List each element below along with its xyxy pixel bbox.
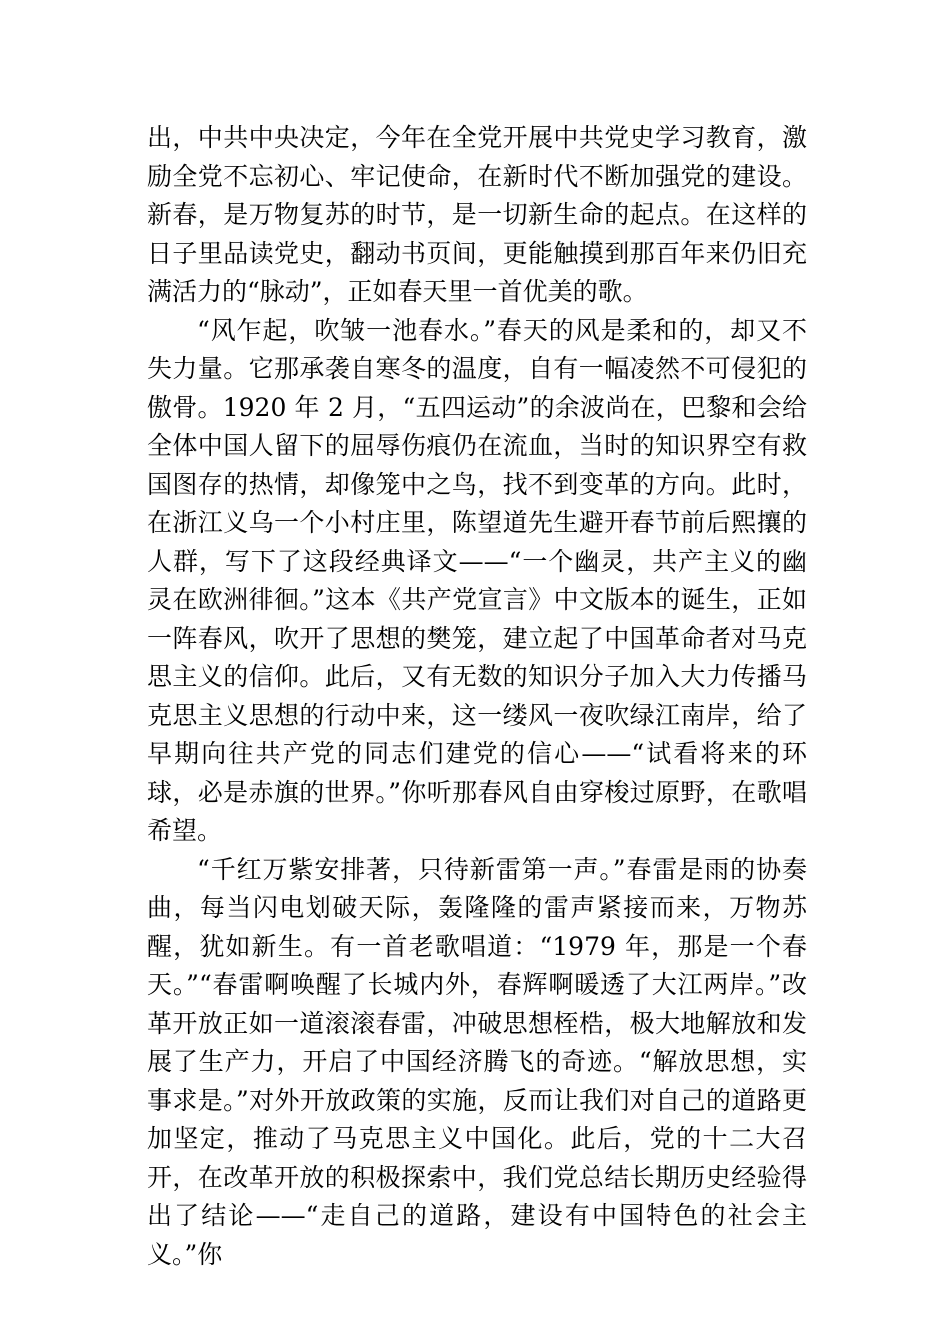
paragraph-1: 出，中共中央决定，今年在全党开展中共党史学习教育，激励全党不忘初心、牢记使命，在新时代不断加强党的建设。新春，是万物复苏的时节，是一切新生命的起点。在这样的日子里品读党史，翻动书页间，更能触摸到那百年来仍旧充满活力的“脉动”，正如春天里一首优美的歌。 xyxy=(147,123,807,306)
document-body xyxy=(147,119,807,1274)
paragraph-3: “千红万紫安排著，只待新雷第一声。”春雷是雨的协奏曲，每当闪电划破天际，轰隆隆的雷声紧接而来，万物苏醒，犹如新生。有一首老歌唱道：“1979 年，那是一个春天。”“春雷啊唤醒了长城内外，春辉啊暖透了大江两岸。”改革开放正如一道滚滚春雷，冲破思想桎梏，极大地解放和发展了生产力，开启了中国经济腾飞的奇迹。“解放思想，实事求是。”对外开放政策的实施，反而让我们对自己的道路更加坚定，推动了马克思主义中国化。此后，党的十二大召开，在改革开放的积极探索中，我们党总结长期历史经验得出了结论——“走自己的道路，建设有中国特色的社会主义。”你 xyxy=(147,854,807,1269)
paragraph-2: “风乍起，吹皱一池春水。”春天的风是柔和的，却又不失力量。它那承袭自寒冬的温度，自有一幅凌然不可侵犯的傲骨。1920 年 2 月，“五四运动”的余波尚在，巴黎和会给全体中国人留下的屈辱伤痕仍在流血，当时的知识界空有救国图存的热情，却像笼中之鸟，找不到变革的方向。此时，在浙江义乌一个小村庄里，陈望道先生避开春节前后熙攘的人群，写下了这段经典译文——“一个幽灵，共产主义的幽灵在欧洲徘徊。”这本《共产党宣言》中文版本的诞生，正如一阵春风，吹开了思想的樊笼，建立起了中国革命者对马克思主义的信仰。此后，又有无数的知识分子加入大力传播马克思主义思想的行动中来，这一缕风一夜吹绿江南岸，给了早期向往共产党的同志们建党的信心——“试看将来的环球，必是赤旗的世界。”你听那春风自由穿梭过原野，在歌唱希望。 xyxy=(147,315,807,845)
